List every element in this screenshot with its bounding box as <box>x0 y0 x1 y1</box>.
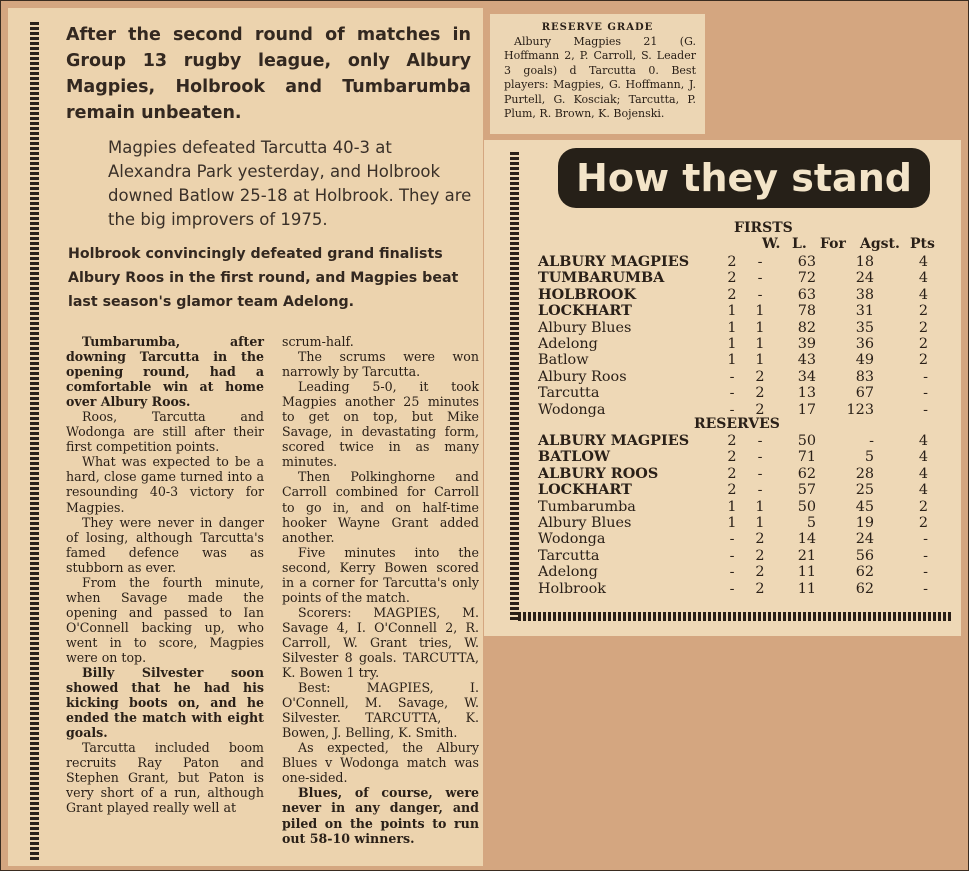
team-name: ALBURY ROOS <box>538 464 659 482</box>
article-paragraph: They were never in danger of losing, although Tarcutta's famed defence was as stubborn as ever. <box>66 514 264 575</box>
losses-cell: 2 <box>755 547 765 564</box>
for-cell: 11 <box>797 580 816 597</box>
against-cell: - <box>869 433 874 449</box>
standings-row <box>538 270 948 287</box>
article-paragraph: As expected, the Albury Blues v Wodonga match was one-sided. <box>282 740 479 786</box>
wins-cell: 1 <box>727 352 737 369</box>
standings-row <box>538 531 948 548</box>
article-clipping <box>8 8 483 866</box>
standings-banner: How they stand <box>558 148 930 208</box>
article-paragraph: Tumbarumba, after downing Tarcutta in the opening round, had a comfortable win at home over Albury Roos. <box>66 334 264 410</box>
points-cell: 4 <box>918 482 928 499</box>
standings-row <box>538 449 948 466</box>
losses-cell: 2 <box>755 401 765 418</box>
team-name: Wodonga <box>538 401 606 418</box>
team-name: Adelong <box>538 336 598 352</box>
losses-cell: 2 <box>755 385 765 402</box>
firsts-heading: FIRSTS <box>734 220 793 236</box>
losses-cell: 1 <box>755 515 765 531</box>
article-paragraph: scrum-half. <box>282 334 354 349</box>
article-paragraph: Billy Silvester soon showed that he had his kicking boots on, and he ended the match with eight goals. <box>66 665 264 741</box>
wins-cell: 1 <box>727 303 737 320</box>
for-cell: 43 <box>797 352 816 369</box>
team-name: Albury Blues <box>538 515 632 531</box>
for-cell: 21 <box>797 547 816 564</box>
for-cell: 5 <box>806 515 816 531</box>
losses-cell: 2 <box>755 564 765 581</box>
losses-cell: 1 <box>755 336 765 352</box>
standings-row <box>538 369 948 386</box>
article-paragraph: Leading 5-0, it took Magpies another 25 minutes to get on top, but Mike Savage, in devastating form, scored twice in as many minutes. <box>282 379 479 470</box>
against-cell: 25 <box>855 482 874 499</box>
wins-cell: - <box>729 547 735 564</box>
for-cell: 72 <box>797 270 816 287</box>
reserve-grade-clipping <box>490 14 705 134</box>
losses-cell: 1 <box>755 352 765 369</box>
article-paragraph: Best: MAGPIES, I. O'Connell, M. Savage, W. Silvester. TARCUTTA, K. Bowen, J. Belling, K. Smith. <box>282 680 479 741</box>
against-cell: 5 <box>864 449 874 466</box>
standings-row <box>538 515 948 532</box>
against-cell: 62 <box>855 564 874 581</box>
standings-row <box>538 548 948 565</box>
header-wins: W. <box>762 236 781 252</box>
for-cell: 71 <box>797 449 816 466</box>
team-name: Tarcutta <box>538 385 600 402</box>
wins-cell: - <box>729 401 735 418</box>
article-paragraph: The scrums were won narrowly by Tarcutta. <box>282 349 479 380</box>
team-name: Batlow <box>538 352 589 369</box>
against-cell: 24 <box>855 270 874 287</box>
for-cell: 34 <box>797 368 816 385</box>
against-cell: 19 <box>855 515 874 531</box>
standings-row <box>538 499 948 516</box>
reserve-grade-heading: RESERVE GRADE <box>541 22 654 33</box>
for-cell: 17 <box>797 401 816 418</box>
article-paragraph: Then Polkinghorne and Carroll combined for Carroll to go in, and on half-time hooker Wayne Grant added another. <box>282 469 479 545</box>
for-cell: 63 <box>797 286 816 303</box>
team-name: Holbrook <box>538 580 606 597</box>
standings-row <box>538 482 948 499</box>
against-cell: 24 <box>855 531 874 548</box>
reserve-grade-text: Albury Magpies 21 (G. Hoffmann 2, P. Carroll, S. Leader 3 goals) d Tarcutta 0. Best players: Magpies, G. Hoffmann, J. Purtell, G. Kosciak; Tarcutta, P. Plum, R. Brown, K. Bojenski. <box>504 35 696 121</box>
standings-clipping <box>484 140 961 636</box>
for-cell: 57 <box>797 482 816 499</box>
points-cell: - <box>923 385 928 402</box>
article-headline: After the second round of matches in Group 13 rugby league, only Albury Magpies, Holbrook and Tumbarumba remain unbeaten. <box>66 25 471 123</box>
article-paragraph: Blues, of course, were never in any danger, and piled on the points to run out 58-10 winners. <box>282 785 479 846</box>
for-cell: 50 <box>797 498 816 515</box>
losses-cell: 1 <box>755 319 765 336</box>
article-intro: Magpies defeated Tarcutta 40-3 at Alexandra Park yesterday, and Holbrook downed Batlow 25-18 at Holbrook. They are the big improvers of 1975. <box>108 138 472 229</box>
for-cell: 82 <box>797 319 816 336</box>
standings-row <box>538 385 948 402</box>
wins-cell: 2 <box>727 465 737 482</box>
losses-cell: - <box>757 465 763 482</box>
points-cell: 2 <box>918 336 928 352</box>
article-paragraph: Scorers: MAGPIES, M. Savage 4, I. O'Connell 2, R. Carroll, W. Grant tries, W. Silvester 8 goals. TARCUTTA, K. Bowen 1 try. <box>282 604 479 681</box>
points-cell: 2 <box>918 352 928 369</box>
losses-cell: - <box>757 433 763 449</box>
wins-cell: 2 <box>727 449 737 466</box>
points-cell: 2 <box>918 498 928 515</box>
wins-cell: 1 <box>727 515 737 531</box>
article-column-right <box>282 334 479 846</box>
wins-cell: - <box>729 580 735 597</box>
team-name: Tarcutta <box>538 547 600 564</box>
wins-cell: - <box>729 385 735 402</box>
standings-row <box>538 320 948 337</box>
article-paragraph: Tarcutta included boom recruits Ray Paton and Stephen Grant, but Paton is very short of a run, although Grant played really well at <box>66 740 264 816</box>
wins-cell: - <box>729 368 735 385</box>
wins-cell: 2 <box>727 286 737 303</box>
team-name: Albury Blues <box>538 319 632 336</box>
wins-cell: 2 <box>727 254 737 270</box>
table-rule-bottom <box>518 612 952 621</box>
for-cell: 62 <box>797 465 816 482</box>
team-name: LOCKHART <box>538 302 632 320</box>
for-cell: 78 <box>797 303 816 320</box>
against-cell: 28 <box>855 465 874 482</box>
article-subhead: Holbrook convincingly defeated grand finalists Albury Roos in the first round, and Magpies beat last season's glamor team Adelong. <box>68 246 459 310</box>
losses-cell: 1 <box>755 498 765 515</box>
losses-cell: 2 <box>755 368 765 385</box>
losses-cell: - <box>757 449 763 466</box>
for-cell: 50 <box>797 433 816 449</box>
points-cell: 2 <box>918 515 928 531</box>
team-name: HOLBROOK <box>538 285 636 303</box>
points-cell: 4 <box>918 465 928 482</box>
points-cell: - <box>923 401 928 418</box>
points-cell: - <box>923 531 928 548</box>
losses-cell: - <box>757 270 763 287</box>
team-name: BATLOW <box>538 448 611 466</box>
wins-cell: 2 <box>727 270 737 287</box>
team-name: Tumbarumba <box>538 498 636 515</box>
standings-row <box>538 564 948 581</box>
against-cell: 36 <box>855 336 874 352</box>
losses-cell: 1 <box>755 303 765 320</box>
against-cell: 35 <box>855 319 874 336</box>
against-cell: 62 <box>855 580 874 597</box>
team-name: TUMBARUMBA <box>538 269 665 287</box>
for-cell: 14 <box>797 531 816 548</box>
against-cell: 49 <box>855 352 874 369</box>
for-cell: 11 <box>797 564 816 581</box>
for-cell: 13 <box>797 385 816 402</box>
against-cell: 56 <box>855 547 874 564</box>
losses-cell: 2 <box>755 531 765 548</box>
against-cell: 18 <box>855 254 874 270</box>
losses-cell: - <box>757 482 763 499</box>
team-name: Adelong <box>538 564 598 581</box>
wins-cell: 1 <box>727 336 737 352</box>
header-points: Pts <box>910 236 935 252</box>
header-losses: L. <box>792 236 807 252</box>
points-cell: 4 <box>918 270 928 287</box>
standings-row <box>538 352 948 369</box>
losses-cell: - <box>757 254 763 270</box>
article-column-left <box>66 334 264 816</box>
points-cell: 2 <box>918 319 928 336</box>
article-paragraph: Five minutes into the second, Kerry Bowen scored in a corner for Tarcutta's only points of the match. <box>282 544 479 605</box>
header-for: For <box>820 236 846 252</box>
points-cell: - <box>923 564 928 581</box>
against-cell: 83 <box>855 368 874 385</box>
wins-cell: 1 <box>727 319 737 336</box>
article-paragraph: Roos, Tarcutta and Wodonga are still after their first competition points. <box>66 409 264 455</box>
for-cell: 39 <box>797 336 816 352</box>
for-cell: 63 <box>797 254 816 270</box>
wins-cell: - <box>729 531 735 548</box>
losses-cell: 2 <box>755 580 765 597</box>
points-cell: 4 <box>918 254 928 270</box>
points-cell: 2 <box>918 303 928 320</box>
team-name: ALBURY MAGPIES <box>538 432 690 449</box>
points-cell: - <box>923 580 928 597</box>
team-name: Albury Roos <box>538 368 627 385</box>
against-cell: 123 <box>846 401 874 418</box>
points-cell: - <box>923 368 928 385</box>
points-cell: 4 <box>918 433 928 449</box>
against-cell: 67 <box>855 385 874 402</box>
table-rule-left <box>510 152 519 622</box>
points-cell: - <box>923 547 928 564</box>
standings-row <box>538 336 948 353</box>
against-cell: 45 <box>855 498 874 515</box>
against-cell: 38 <box>855 286 874 303</box>
points-cell: 4 <box>918 449 928 466</box>
article-paragraph: From the fourth minute, when Savage made the opening and passed to Ian O'Connell backing up, who went in to score, Magpies were on top. <box>66 574 264 665</box>
team-name: LOCKHART <box>538 481 632 499</box>
article-paragraph: What was expected to be a hard, close game turned into a resounding 40-3 victory for Magpies. <box>66 454 264 515</box>
reserves-heading: RESERVES <box>694 416 780 432</box>
wins-cell: 2 <box>727 482 737 499</box>
header-against: Agst. <box>860 236 900 252</box>
standings-row <box>538 303 948 320</box>
team-name: ALBURY MAGPIES <box>538 253 690 270</box>
wins-cell: 1 <box>727 498 737 515</box>
team-name: Wodonga <box>538 531 606 548</box>
wins-cell: - <box>729 564 735 581</box>
standings-row <box>538 581 948 598</box>
against-cell: 31 <box>855 303 874 320</box>
column-rule <box>30 22 39 862</box>
wins-cell: 2 <box>727 433 737 449</box>
points-cell: 4 <box>918 286 928 303</box>
losses-cell: - <box>757 286 763 303</box>
